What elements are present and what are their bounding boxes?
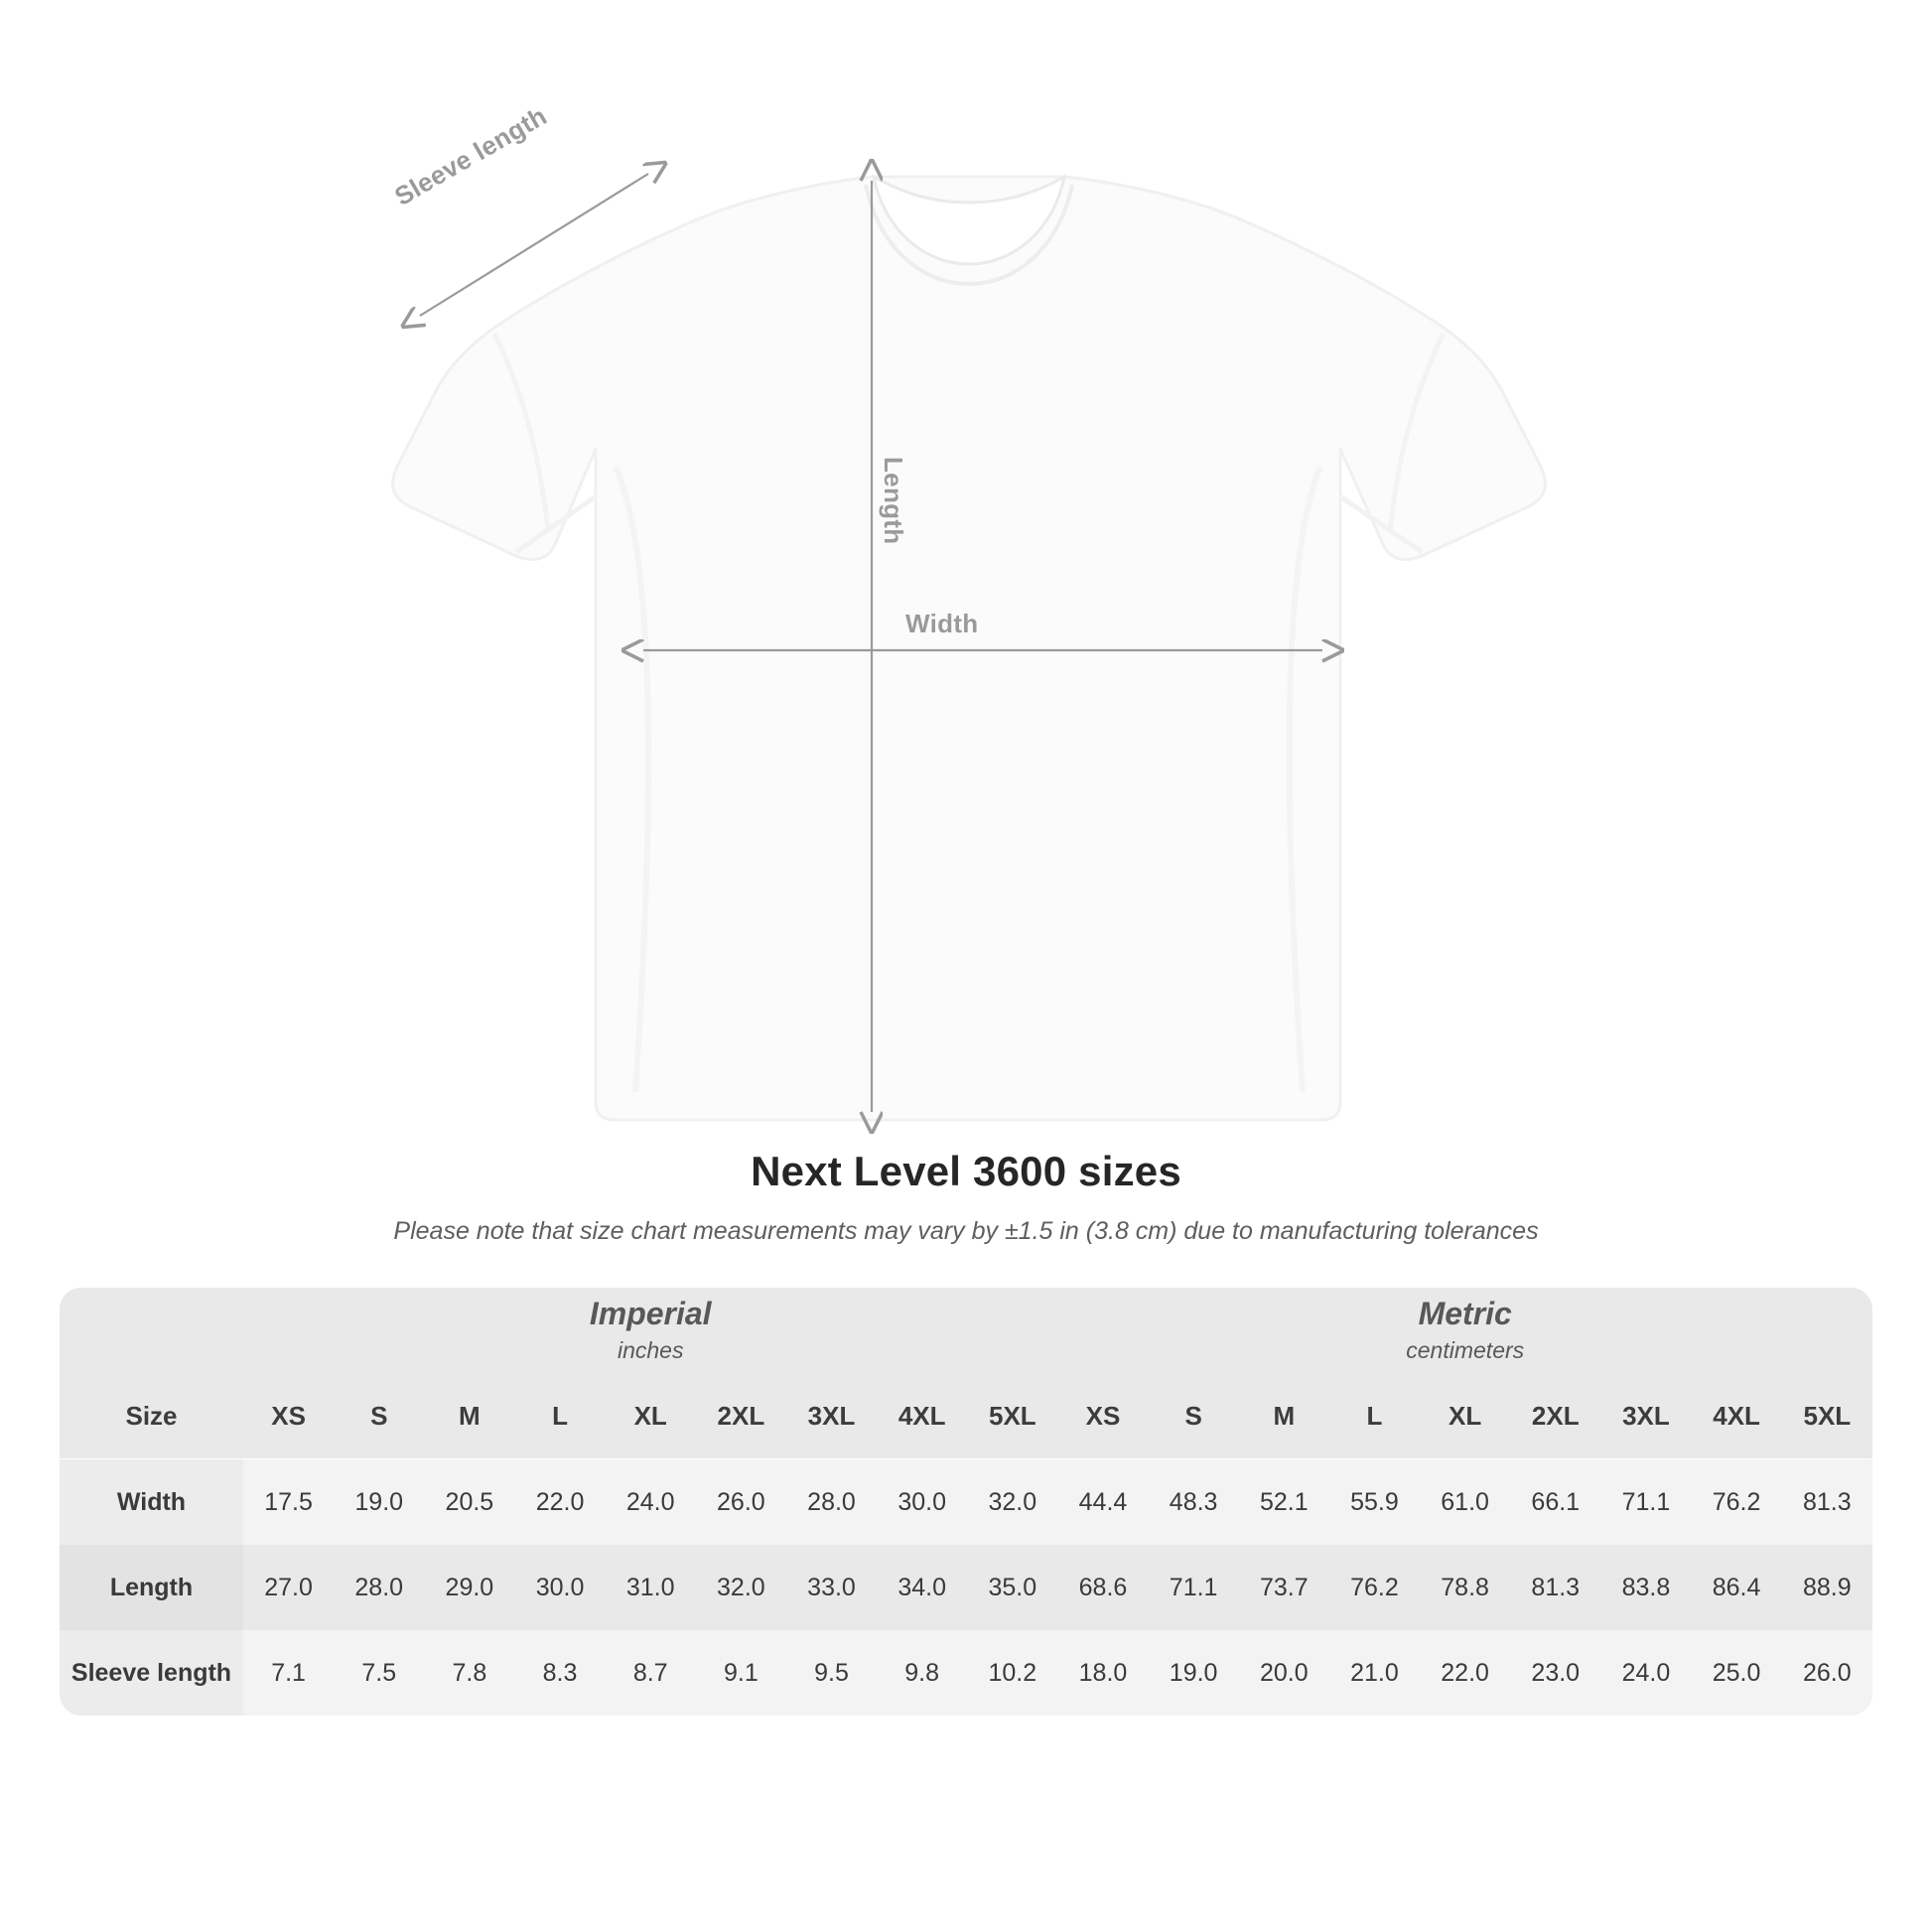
size-col-metric-m: M bbox=[1239, 1373, 1329, 1459]
metric-sub: centimeters bbox=[1406, 1336, 1525, 1363]
length-metric-xl: 78.8 bbox=[1420, 1545, 1510, 1630]
sleeve-imperial-5xl: 10.2 bbox=[967, 1630, 1057, 1716]
size-col-imperial-xs: XS bbox=[243, 1373, 334, 1459]
table-row bbox=[60, 1630, 1872, 1716]
size-col-metric-l: L bbox=[1329, 1373, 1420, 1459]
size-col-metric-3xl: 3XL bbox=[1600, 1373, 1691, 1459]
sleeve-imperial-xs: 7.1 bbox=[243, 1630, 334, 1716]
length-imperial-4xl: 34.0 bbox=[877, 1545, 967, 1630]
size-header-cell: Size bbox=[60, 1373, 243, 1459]
length-metric-m: 73.7 bbox=[1239, 1545, 1329, 1630]
length-metric-l: 76.2 bbox=[1329, 1545, 1420, 1630]
width-imperial-xl: 24.0 bbox=[606, 1459, 696, 1546]
imperial-sub: inches bbox=[617, 1336, 684, 1363]
imperial-header bbox=[243, 1288, 1057, 1373]
metric-name: Metric bbox=[1418, 1295, 1512, 1331]
sleeve-metric-xs: 18.0 bbox=[1057, 1630, 1148, 1716]
sleeve-imperial-l: 8.3 bbox=[514, 1630, 605, 1716]
size-col-metric-s: S bbox=[1149, 1373, 1239, 1459]
size-col-metric-xs: XS bbox=[1057, 1373, 1148, 1459]
width-imperial-4xl: 30.0 bbox=[877, 1459, 967, 1546]
size-col-imperial-xl: XL bbox=[606, 1373, 696, 1459]
width-metric-xl: 61.0 bbox=[1420, 1459, 1510, 1546]
unit-header-row bbox=[60, 1288, 1872, 1373]
sleeve-metric-2xl: 23.0 bbox=[1510, 1630, 1600, 1716]
width-imperial-5xl: 32.0 bbox=[967, 1459, 1057, 1546]
title-block bbox=[0, 1148, 1932, 1246]
width-metric-2xl: 66.1 bbox=[1510, 1459, 1600, 1546]
sleeve-metric-l: 21.0 bbox=[1329, 1630, 1420, 1716]
sleeve-metric-4xl: 25.0 bbox=[1692, 1630, 1782, 1716]
size-header-row bbox=[60, 1373, 1872, 1459]
sleeve-imperial-s: 7.5 bbox=[334, 1630, 424, 1716]
sleeve-imperial-3xl: 9.5 bbox=[786, 1630, 877, 1716]
size-col-metric-2xl: 2XL bbox=[1510, 1373, 1600, 1459]
size-col-imperial-3xl: 3XL bbox=[786, 1373, 877, 1459]
width-imperial-2xl: 26.0 bbox=[696, 1459, 786, 1546]
width-metric-m: 52.1 bbox=[1239, 1459, 1329, 1546]
size-col-imperial-4xl: 4XL bbox=[877, 1373, 967, 1459]
length-metric-2xl: 81.3 bbox=[1510, 1545, 1600, 1630]
sleeve-imperial-m: 7.8 bbox=[424, 1630, 514, 1716]
width-metric-4xl: 76.2 bbox=[1692, 1459, 1782, 1546]
width-label: Width bbox=[905, 609, 979, 638]
size-col-imperial-s: S bbox=[334, 1373, 424, 1459]
size-col-imperial-5xl: 5XL bbox=[967, 1373, 1057, 1459]
sleeve-metric-3xl: 24.0 bbox=[1600, 1630, 1691, 1716]
sleeve-imperial-4xl: 9.8 bbox=[877, 1630, 967, 1716]
sleeve-length-label: Sleeve length bbox=[389, 100, 552, 212]
length-metric-5xl: 88.9 bbox=[1782, 1545, 1872, 1630]
width-imperial-3xl: 28.0 bbox=[786, 1459, 877, 1546]
width-metric-s: 48.3 bbox=[1149, 1459, 1239, 1546]
page-title: Next Level 3600 sizes bbox=[751, 1148, 1181, 1194]
table-row bbox=[60, 1545, 1872, 1630]
length-imperial-5xl: 35.0 bbox=[967, 1545, 1057, 1630]
sleeve-metric-m: 20.0 bbox=[1239, 1630, 1329, 1716]
width-metric-xs: 44.4 bbox=[1057, 1459, 1148, 1546]
size-table bbox=[60, 1288, 1872, 1716]
sleeve-metric-s: 19.0 bbox=[1149, 1630, 1239, 1716]
tshirt-shape bbox=[393, 177, 1546, 1120]
sleeve-metric-5xl: 26.0 bbox=[1782, 1630, 1872, 1716]
unit-header-spacer bbox=[60, 1288, 243, 1373]
width-imperial-l: 22.0 bbox=[514, 1459, 605, 1546]
sleeve-imperial-2xl: 9.1 bbox=[696, 1630, 786, 1716]
length-imperial-xl: 31.0 bbox=[606, 1545, 696, 1630]
width-metric-3xl: 71.1 bbox=[1600, 1459, 1691, 1546]
size-col-imperial-l: L bbox=[514, 1373, 605, 1459]
length-imperial-xs: 27.0 bbox=[243, 1545, 334, 1630]
length-imperial-l: 30.0 bbox=[514, 1545, 605, 1630]
length-imperial-3xl: 33.0 bbox=[786, 1545, 877, 1630]
tolerance-note: Please note that size chart measurements may vary by ±1.5 in (3.8 cm) due to manufacturing tolerances bbox=[393, 1217, 1539, 1245]
length-metric-4xl: 86.4 bbox=[1692, 1545, 1782, 1630]
width-imperial-s: 19.0 bbox=[334, 1459, 424, 1546]
metric-header bbox=[1057, 1288, 1872, 1373]
length-metric-3xl: 83.8 bbox=[1600, 1545, 1691, 1630]
size-col-metric-xl: XL bbox=[1420, 1373, 1510, 1459]
row-label-width: Width bbox=[60, 1459, 243, 1546]
length-imperial-s: 28.0 bbox=[334, 1545, 424, 1630]
imperial-name: Imperial bbox=[589, 1295, 712, 1331]
table-row bbox=[60, 1459, 1872, 1546]
row-label-sleeve-length: Sleeve length bbox=[60, 1630, 243, 1716]
sleeve-metric-xl: 22.0 bbox=[1420, 1630, 1510, 1716]
length-imperial-m: 29.0 bbox=[424, 1545, 514, 1630]
length-metric-xs: 68.6 bbox=[1057, 1545, 1148, 1630]
size-table-wrapper bbox=[60, 1288, 1872, 1716]
size-col-metric-4xl: 4XL bbox=[1692, 1373, 1782, 1459]
length-imperial-2xl: 32.0 bbox=[696, 1545, 786, 1630]
width-imperial-m: 20.5 bbox=[424, 1459, 514, 1546]
length-label: Length bbox=[879, 457, 908, 545]
size-col-imperial-2xl: 2XL bbox=[696, 1373, 786, 1459]
width-imperial-xs: 17.5 bbox=[243, 1459, 334, 1546]
size-col-metric-5xl: 5XL bbox=[1782, 1373, 1872, 1459]
width-metric-5xl: 81.3 bbox=[1782, 1459, 1872, 1546]
width-metric-l: 55.9 bbox=[1329, 1459, 1420, 1546]
length-metric-s: 71.1 bbox=[1149, 1545, 1239, 1630]
sleeve-imperial-xl: 8.7 bbox=[606, 1630, 696, 1716]
row-label-length: Length bbox=[60, 1545, 243, 1630]
size-col-imperial-m: M bbox=[424, 1373, 514, 1459]
